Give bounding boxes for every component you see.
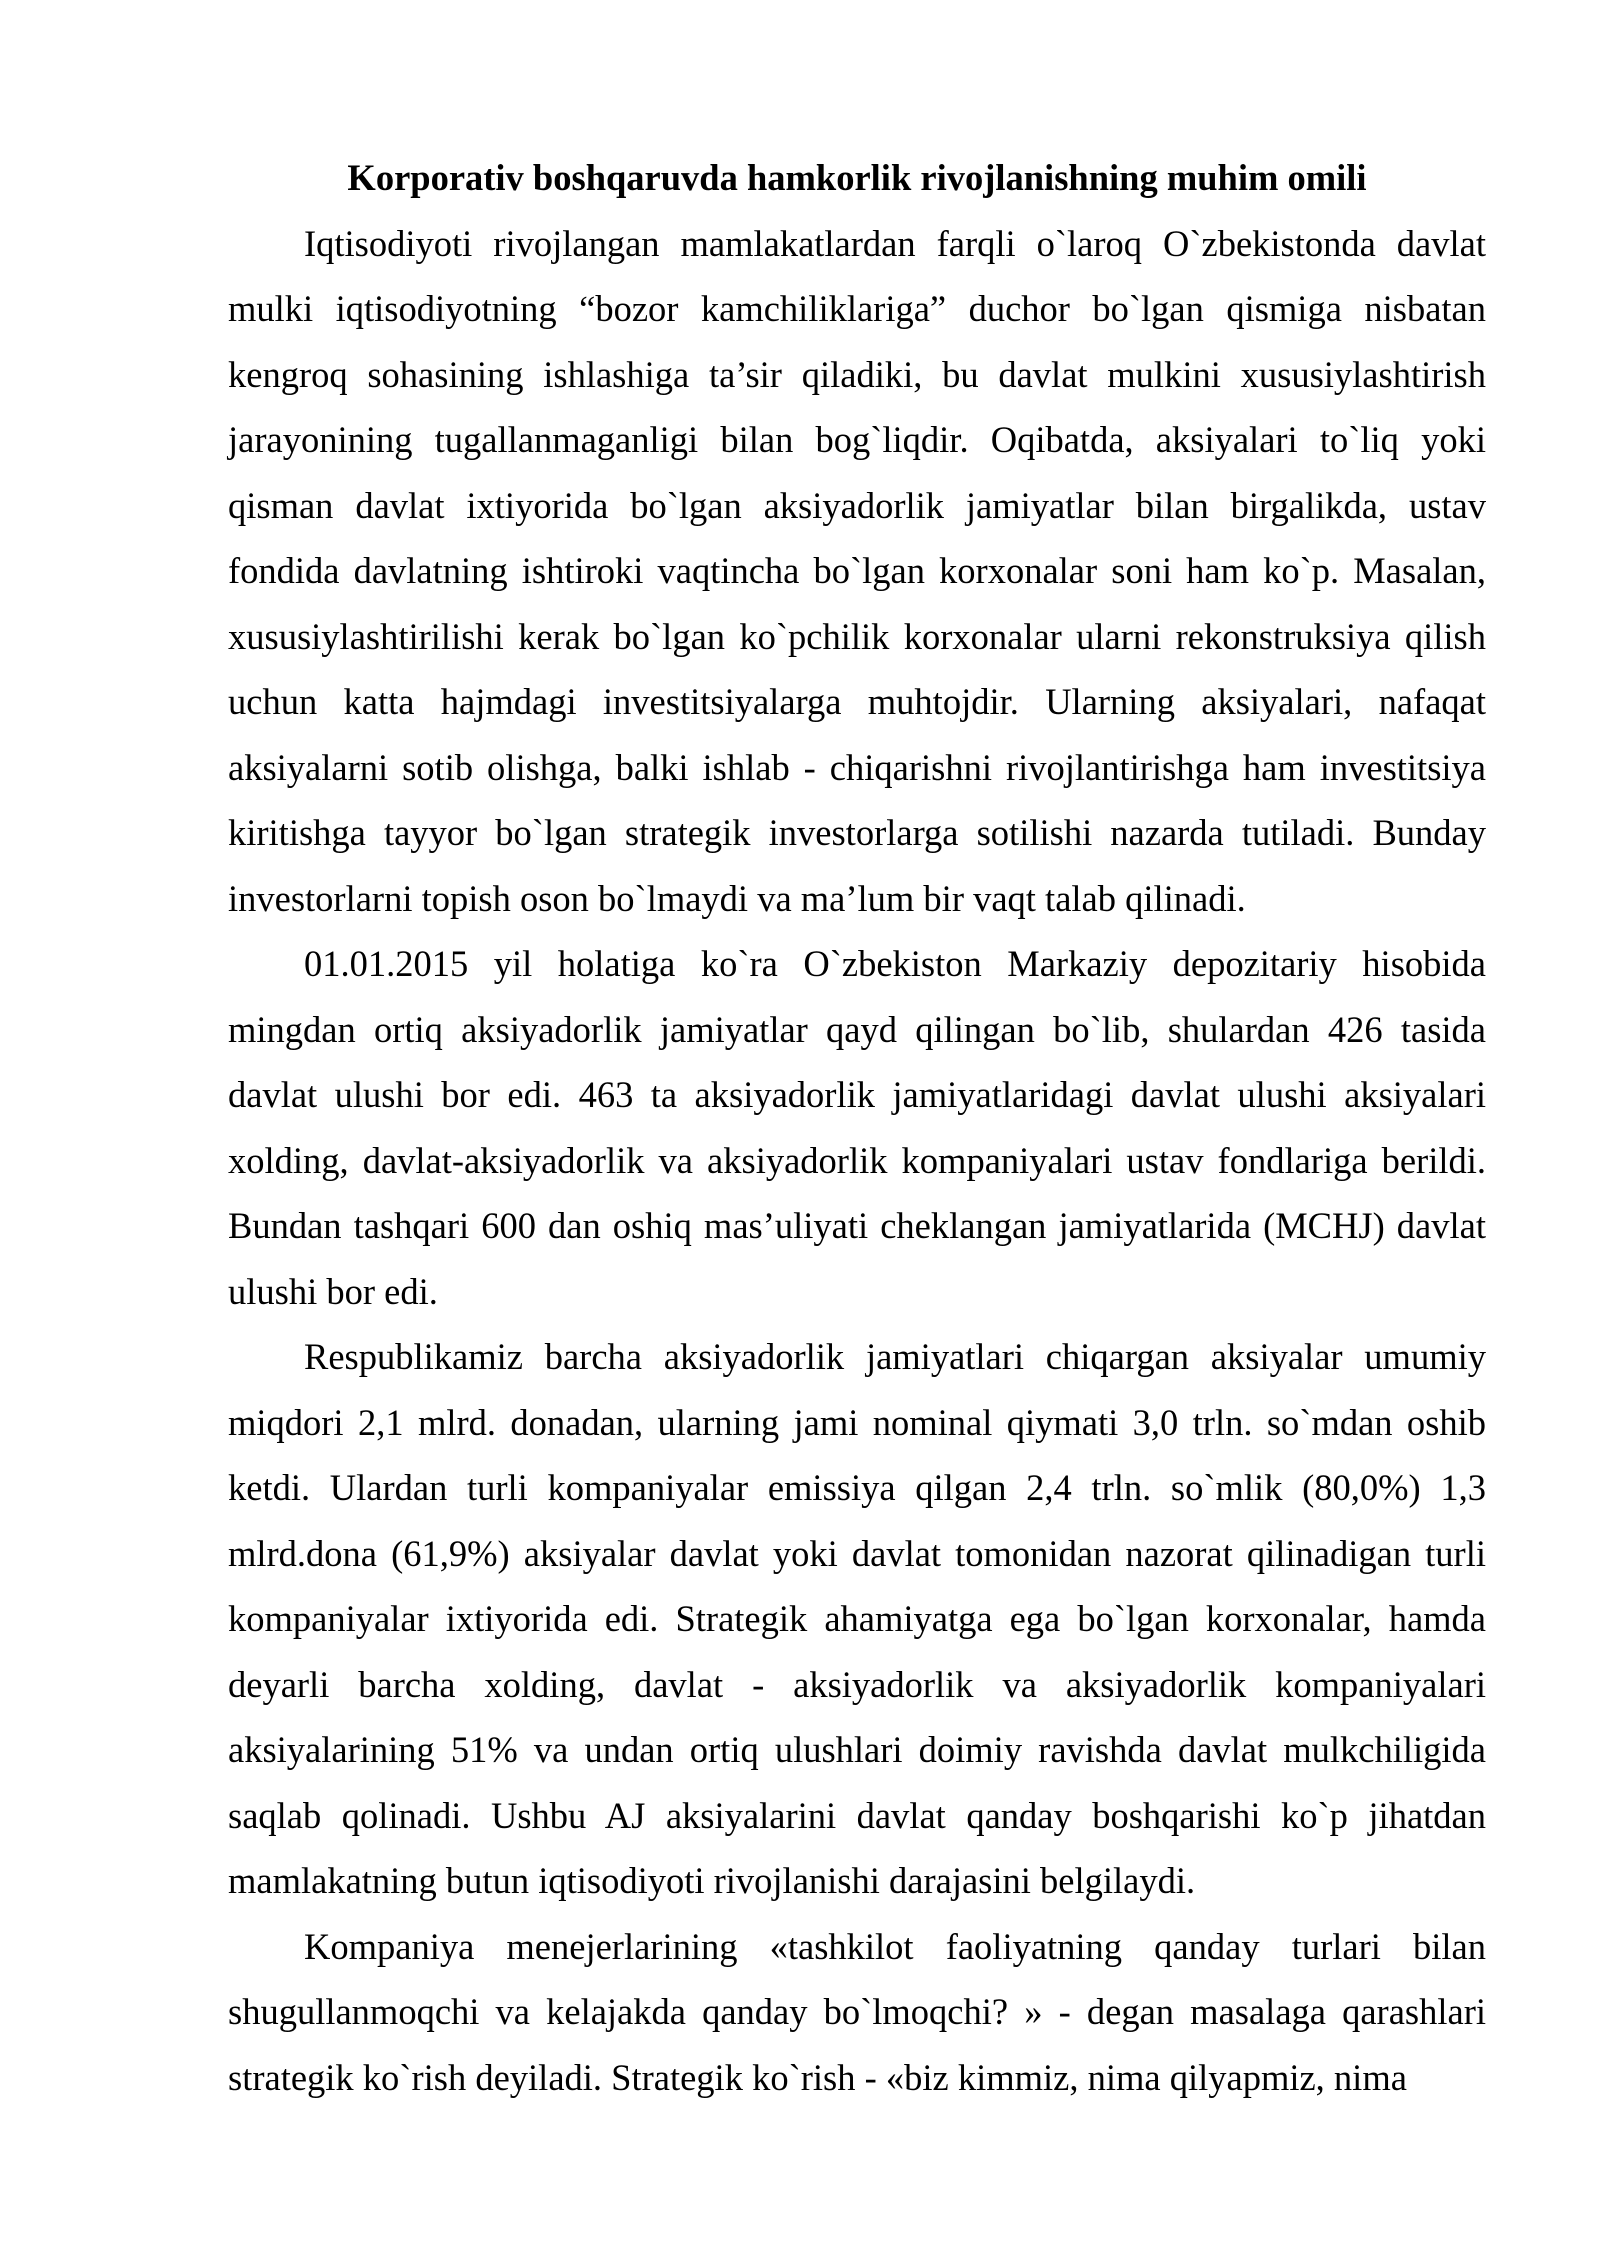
paragraph-1: Iqtisodiyoti rivojlangan mamlakatlardan farqli o`laroq O`zbekistonda davlat mulki iqtisodiyotning “bozor kamchiliklariga” duchor bo`lgan qismiga nisbatan kengroq sohasining ishlashiga ta’sir qiladiki, bu davlat mulkini xususiylashtirish jarayonining tugallanmaganligi bilan bog`liqdir. Oqibatda, aksiyalari to`liq yoki qisman davlat ixtiyorida bo`lgan aksiyadorlik jamiyatlar bilan birgalikda, ustav fondida davlatning ishtiroki vaqtincha bo`lgan korxonalar soni ham ko`p. Masalan, xususiylashtirilishi kerak bo`lgan ko`pchilik korxonalar ularni rekonstruksiya qilish uchun katta hajmdagi investitsiyalarga muhtojdir. Ularning aksiyalari, nafaqat aksiyalarni sotib olishga, balki ishlab - chiqarishni rivojlantirishga ham investitsiya kiritishga tayyor bo`lgan strategik investorlarga sotilishi nazarda tutiladi. Bunday investorlarni topish oson bo`lmaydi va ma’lum bir vaqt talab qilinadi. [228, 222, 1486, 919]
paragraph-3: Respublikamiz barcha aksiyadorlik jamiyatlari chiqargan aksiyalar umumiy miqdori 2,1 mlrd. donadan, ularning jami nominal qiymati 3,0 trln. so`mdan oshib ketdi. Ulardan turli kompaniyalar emissiya qilgan 2,4 trln. so`mlik (80,0%) 1,3 mlrd.dona (61,9%) aksiyalar davlat yoki davlat tomonidan nazorat qilinadigan turli kompaniyalar ixtiyorida edi. Strategik ahamiyatga ega bo`lgan korxonalar, hamda deyarli barcha xolding, davlat - aksiyadorlik va aksiyadorlik kompaniyalari aksiyalarining 51% va undan ortiq ulushlari doimiy ravishda davlat mulkchiligida saqlab qolinadi. Ushbu AJ aksiyalarini davlat qanday boshqarishi ko`p jihatdan mamlakatning butun iqtisodiyoti rivojlanishi darajasini belgilaydi. [228, 1336, 1486, 1901]
document-body [228, 145, 1486, 2110]
paragraph-4: Kompaniya menejerlarining «tashkilot faoliyatning qanday turlari bilan shugullanmoqchi va kelajakda qanday bo`lmoqchi? » - degan masalaga qarashlari strategik ko`rish deyiladi. Strategik ko`rish - «biz kimmiz, nima qilyapmiz, nima [228, 1925, 1486, 2098]
paragraph-2: 01.01.2015 yil holatiga ko`ra O`zbekiston Markaziy depozitariy hisobida mingdan ortiq aksiyadorlik jamiyatlar qayd qilingan bo`lib, shulardan 426 tasida davlat ulushi bor edi. 463 ta aksiyadorlik jamiyatlaridagi davlat ulushi aksiyalari xolding, davlat-aksiyadorlik va aksiyadorlik kompaniyalari ustav fondlariga berildi. Bundan tashqari 600 dan oshiq mas’uliyati cheklangan jamiyatlarida (MCHJ) davlat ulushi bor edi. [228, 943, 1486, 1312]
document-title: Korporativ boshqaruvda hamkorlik rivojlanishning muhim omili [347, 157, 1367, 198]
